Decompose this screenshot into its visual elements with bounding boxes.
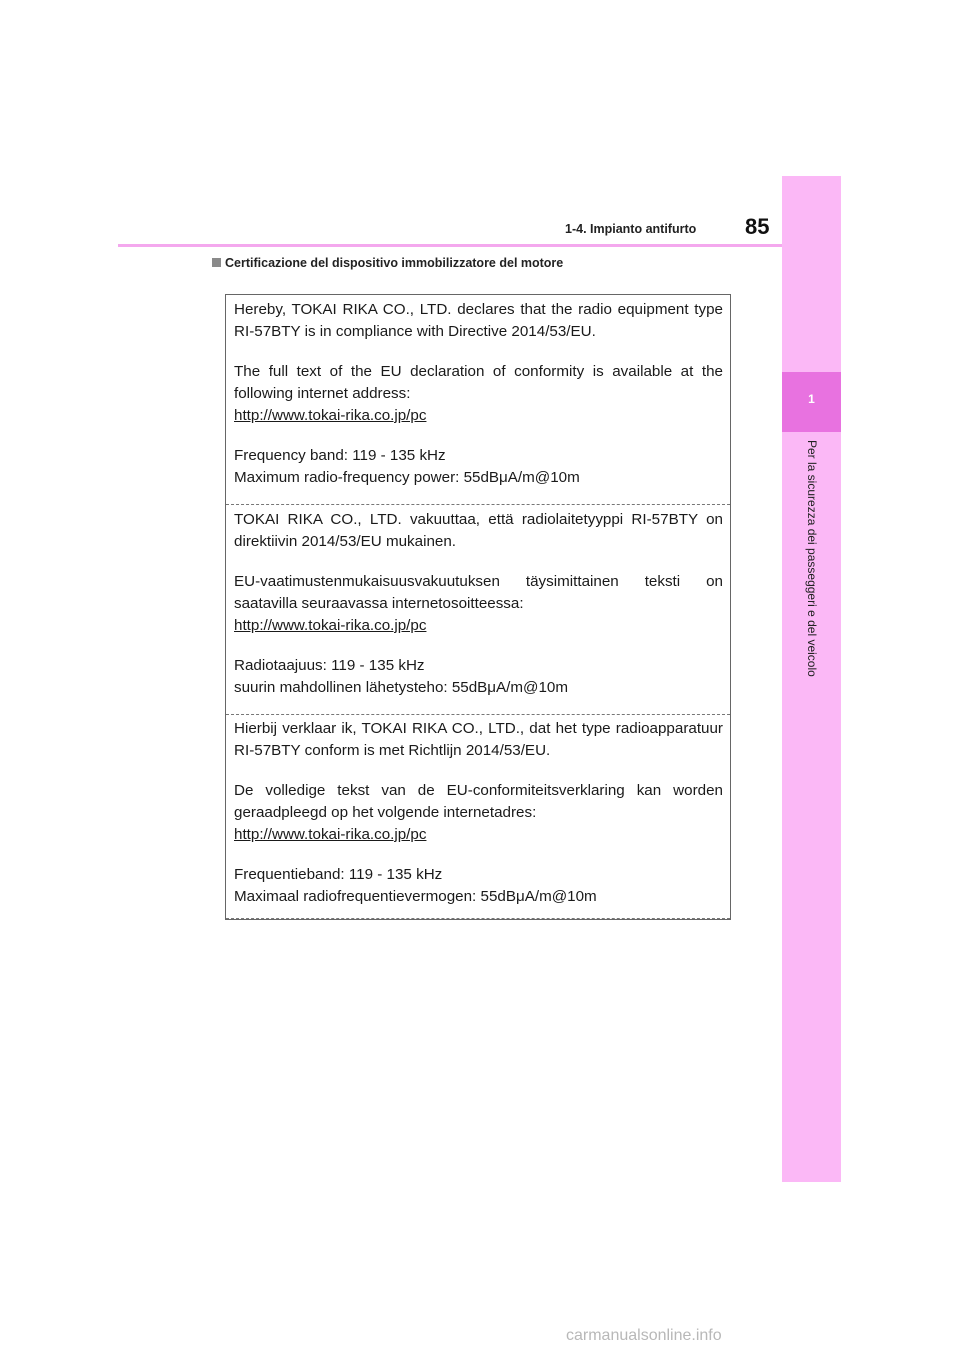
- frequency-band: Frequency band: 119 - 135 kHz: [234, 447, 446, 464]
- subheading: [212, 256, 563, 270]
- certification-section-dutch: [226, 718, 730, 908]
- section-divider: [226, 504, 730, 505]
- declaration-statement: Hierbij verklaar ik, TOKAI RIKA CO., LTD., dat het type radioapparatuur RI-57BTY conform is met Richtlijn 2014/53/EU.: [234, 720, 723, 759]
- declaration-url-link[interactable]: http://www.tokai-rika.co.jp/pc: [234, 826, 427, 843]
- declaration-statement: Hereby, TOKAI RIKA CO., LTD. declares that the radio equipment type RI-57BTY is in compliance with Directive 2014/53/EU.: [234, 301, 723, 340]
- max-power: suurin mahdollinen lähetysteho: 55dBμA/m@10m: [234, 679, 569, 696]
- square-bullet-icon: [212, 258, 221, 267]
- max-power: Maximaal radiofrequentievermogen: 55dBμA/m@10m: [234, 888, 597, 905]
- subheading-text: Certificazione del dispositivo immobilizzatore del motore: [225, 256, 564, 270]
- availability-text: De volledige tekst van de EU-conformiteitsverklaring kan worden geraadpleegd op het volgende internetadres:: [234, 782, 723, 821]
- declaration-url-link[interactable]: http://www.tokai-rika.co.jp/pc: [234, 617, 427, 634]
- header-rule: [118, 244, 782, 247]
- frequency-band: Frequentieband: 119 - 135 kHz: [234, 866, 443, 883]
- frequency-band: Radiotaajuus: 119 - 135 kHz: [234, 657, 425, 674]
- section-divider: [226, 918, 730, 919]
- max-power: Maximum radio-frequency power: 55dBμA/m@10m: [234, 469, 580, 486]
- section-divider: [226, 714, 730, 715]
- certification-section-finnish: [226, 509, 730, 699]
- certification-box: [225, 294, 731, 920]
- chapter-number: 1: [808, 392, 815, 406]
- certification-section-english: [226, 299, 730, 489]
- declaration-statement: TOKAI RIKA CO., LTD. vakuuttaa, että radiolaitetyyppi RI-57BTY on direktiivin 2014/53/EU mukainen.: [234, 511, 723, 550]
- watermark: carmanualsonline.info: [566, 1327, 722, 1344]
- availability-text: The full text of the EU declaration of conformity is available at the following internet address:: [234, 363, 723, 402]
- declaration-url-link[interactable]: http://www.tokai-rika.co.jp/pc: [234, 407, 427, 424]
- availability-text: EU-vaatimustenmukaisuusvakuutuksen täysimittainen teksti on saatavilla seuraavassa internetosoitteessa:: [234, 573, 723, 612]
- section-header: 1-4. Impianto antifurto: [565, 222, 697, 236]
- page-number: 85: [745, 214, 770, 239]
- chapter-title: Per la sicurezza dei passeggeri e del veicolo: [805, 440, 819, 677]
